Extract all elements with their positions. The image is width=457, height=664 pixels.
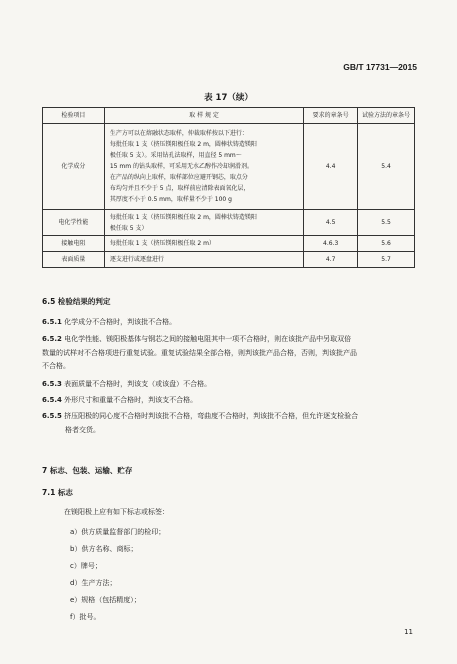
sampling-rule-line: 其厚度不小于 0.5 mm，取样量不少于 100 g <box>109 196 232 203</box>
test-method-clause: 5.7 <box>358 252 415 268</box>
clause-text: 表面质量不合格时，判该支（或该盘）不合格。 <box>64 380 212 388</box>
clause-text-line: 格者交货。 <box>65 425 100 434</box>
clause-number: 6.5.5 <box>42 412 62 420</box>
sampling-rule-line: 极任取 5 支） <box>109 224 148 232</box>
clause-text: 外形尺寸和重量不合格时，判该支不合格。 <box>64 396 198 404</box>
clause-number: 6.5.2 <box>42 335 62 343</box>
marking-intro: 在镁阳极上应有如下标志或标签： <box>64 508 169 516</box>
table-row <box>43 124 415 210</box>
clause-text: 化学成分不合格时，判该批不合格。 <box>64 318 177 326</box>
sampling-rule <box>104 252 303 268</box>
sampling-rule-line: 每批任取 1 支（挤压镁阳极任取 2 m） <box>109 240 215 247</box>
requirement-clause: 4.4 <box>304 124 358 210</box>
test-method-clause: 5.6 <box>358 236 415 252</box>
clause-6-5-5 <box>42 410 420 437</box>
table-row <box>43 236 415 252</box>
inspection-item: 表面质量 <box>43 252 105 268</box>
sampling-rule <box>104 124 303 210</box>
clause-number: 6.5.1 <box>42 318 62 326</box>
table-row <box>43 252 415 268</box>
list-item: b）供方名称、商标； <box>70 545 138 553</box>
column-header: 试验方法的章条号 <box>358 108 415 124</box>
column-header: 检验项目 <box>43 108 105 124</box>
table-row <box>43 210 415 236</box>
column-header: 取 样 规 定 <box>104 108 303 124</box>
requirement-clause: 4.7 <box>304 252 358 268</box>
list-item: e）规格（包括精度）； <box>70 596 141 604</box>
page-number: 11 <box>404 628 413 636</box>
sampling-rule-line: 布均匀并且不少于 5 点，取样前应清除表面氧化层， <box>109 185 250 192</box>
inspection-item: 接触电阻 <box>43 236 105 252</box>
clause-text-line: 不合格。 <box>42 362 70 370</box>
clause-6-5-4 <box>42 394 418 408</box>
sampling-table <box>42 107 415 268</box>
list-item: f）批号。 <box>70 613 101 621</box>
table-header-row <box>43 108 415 124</box>
section-heading-6-5: 6.5 检验结果的判定 <box>42 297 111 306</box>
table-caption: 表 17（续） <box>204 93 253 103</box>
clause-number: 6.5.3 <box>42 380 62 388</box>
sampling-rule-line: 在产品的纵向上取样，取样部位应避开钢芯，取点分 <box>109 174 248 181</box>
test-method-clause: 5.5 <box>358 210 415 236</box>
column-header: 要求的章条号 <box>304 108 358 124</box>
inspection-item: 化学成分 <box>43 124 105 210</box>
inspection-item: 电化学性能 <box>43 210 105 236</box>
clause-text-line: 挤压阳极的同心度不合格时判该批不合格，弯曲度不合格时，判该批不合格，但允许逐支检验合 <box>64 412 359 420</box>
sampling-rule-line: 每批任取 1 支（挤压镁阳极任取 2 m，圆棒状铸造镁阳 <box>109 213 257 221</box>
sampling-rule-line: 生产方可以在熔融状态取样，仲裁取样按以下进行： <box>109 130 248 137</box>
clause-6-5-1 <box>42 316 418 330</box>
clause-6-5-2 <box>42 333 420 374</box>
list-item: a）供方质量监督部门的检印； <box>70 528 166 536</box>
sampling-rule-line: 逐支进行或逐盘进行 <box>109 256 164 263</box>
requirement-clause: 4.5 <box>304 210 358 236</box>
list-item: c）牌号； <box>70 562 102 570</box>
sampling-rule-line: 15 mm 的钻头取样，可采用无水乙醇作冷却润滑剂。 <box>109 163 253 170</box>
test-method-clause: 5.4 <box>358 124 415 210</box>
clause-6-5-3 <box>42 378 418 392</box>
list-item: d）生产方法； <box>70 579 117 587</box>
section-heading-7-1: 7.1 标志 <box>42 488 73 497</box>
sampling-rule-line: 每批任取 1 支（挤压镁阳极任取 2 m，圆棒状铸造镁阳 <box>109 141 257 148</box>
clause-number: 6.5.4 <box>42 396 62 404</box>
clause-text-line: 数量的试样对不合格项进行重复试验。重复试验结果全部合格，则判该批产品合格，否则，判该批产品 <box>42 348 357 357</box>
requirement-clause: 4.6.3 <box>304 236 358 252</box>
sampling-rule <box>104 210 303 236</box>
sampling-rule <box>104 236 303 252</box>
section-heading-7: 7 标志、包装、运输、贮存 <box>42 466 133 475</box>
sampling-rule-line: 极任取 5 支）。采用钻孔法取样，用直径 5 mm～ <box>109 152 242 159</box>
standard-number: GB/T 17731—2015 <box>343 62 417 72</box>
clause-text-line: 电化学性能、镁阳极基体与钢芯之间的接触电阻其中一项不合格时，则在该批产品中另取双倍 <box>64 335 352 343</box>
